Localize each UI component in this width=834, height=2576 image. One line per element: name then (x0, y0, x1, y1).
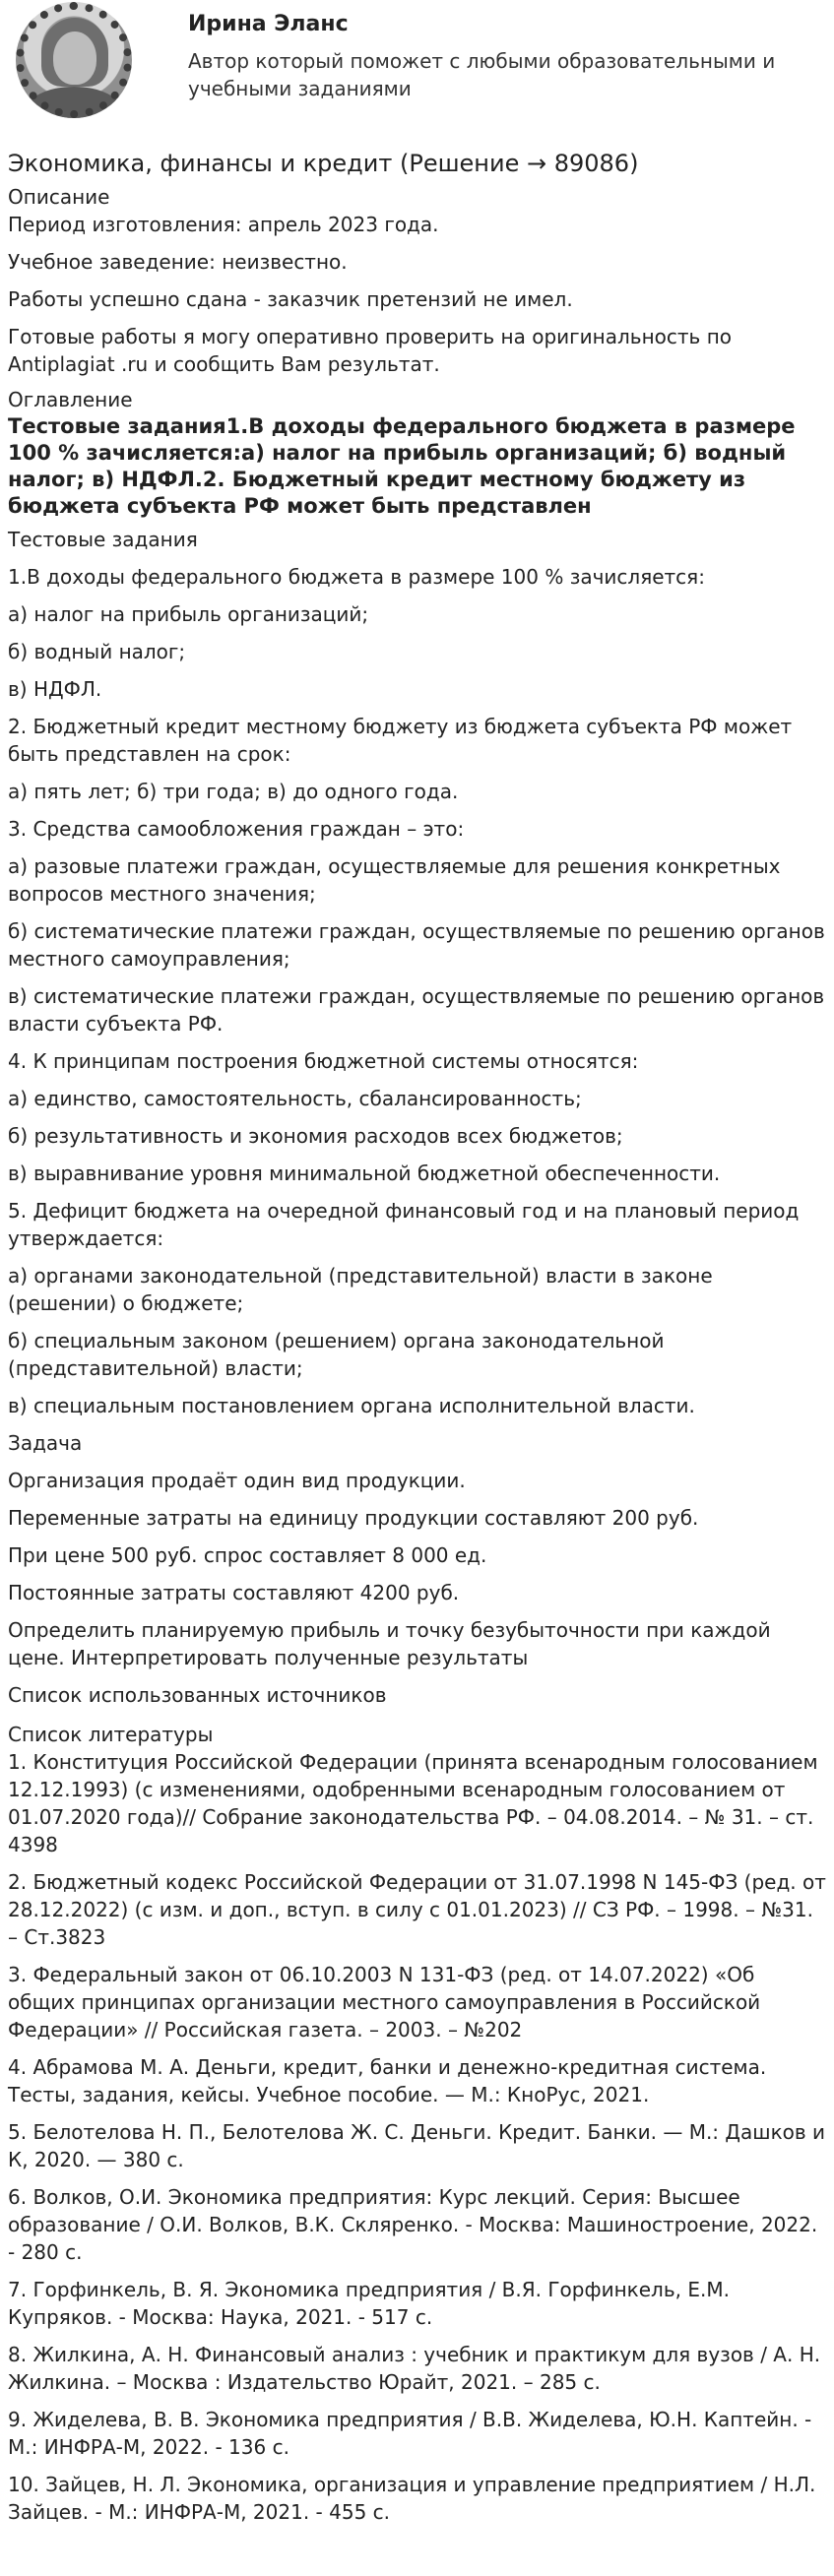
literature-item: 2. Бюджетный кодекс Российской Федерации от 31.07.1998 N 145-ФЗ (ред. от 28.12.2022) (с изм. и доп., вступ. в силу с 01.01.2023) // СЗ РФ. – 1998. – №31. – Ст.3823 (8, 1870, 826, 1949)
literature-item: 8. Жилкина, А. Н. Финансовый анализ : учебник и практикум для вузов / А. Н. Жилкина. – Москва : Издательство Юрайт, 2021. – 285 с. (8, 2343, 821, 2394)
content-line: в) НДФЛ. (8, 677, 102, 701)
literature-item: 3. Федеральный закон от 06.10.2003 N 131-ФЗ (ред. от 14.07.2022) «Об общих принципах организации местного самоуправления в Российской Федерации» // Российская газета. – 2003. – №202 (8, 1963, 761, 2042)
literature-item: 4. Абрамова М. А. Деньги, кредит, банки и денежно-кредитная система. Тесты, задания, кейсы. Учебное пособие. — М.: КноРус, 2021. (8, 2055, 767, 2106)
literature-item: 1. Конституция Российской Федерации (принята всенародным голосованием 12.12.1993) (с изменениями, одобренными всенародным голосованием от 01.07.2020 года)// Собрание законодательства РФ. – 04.08.2014. – № 31. – ст. 4398 (8, 1750, 818, 1856)
author-description: Автор который поможет с любыми образовательными и учебными заданиями (188, 49, 776, 100)
author-card (8, 0, 826, 138)
page-title: Экономика, финансы и кредит (Решение → 89086) (8, 150, 639, 177)
content-line: 3. Средства самообложения граждан – это: (8, 817, 465, 841)
content-section (8, 526, 826, 1709)
content-line: в) выравнивание уровня минимальной бюджетной обеспеченности. (8, 1162, 721, 1185)
content-line: При цене 500 руб. спрос составляет 8 000 ед. (8, 1543, 487, 1567)
literature-item: 10. Зайцев, Н. Л. Экономика, организация и управление предприятием / Н.Л. Зайцев. - М.: ИНФРА-М, 2021. - 455 с. (8, 2473, 816, 2524)
description-line: Готовые работы я могу оперативно проверить на оригинальность по Antiplagiat .ru и сообщить Вам результат. (8, 325, 732, 376)
content-line: б) систематические платежи граждан, осуществляемые по решению органов местного самоуправления; (8, 919, 825, 971)
description-line: Период изготовления: апрель 2023 года. (8, 213, 439, 236)
literature-label: Список литературы (8, 1723, 214, 1746)
content-line: Список использованных источников (8, 1683, 387, 1707)
description-line: Учебное заведение: неизвестно. (8, 250, 348, 274)
content-line: Определить планируемую прибыль и точку безубыточности при каждой цене. Интерпретировать полученные результаты (8, 1618, 771, 1669)
toc-title: Тестовые задания1.В доходы федерального бюджета в размере 100 % зачисляется:а) налог на прибыль организаций; б) водный налог; в) НДФЛ.2. Бюджетный кредит местному бюджету из бюджета субъекта РФ может быть представлен (8, 414, 796, 518)
content-line: б) водный налог; (8, 640, 186, 663)
literature-item: 9. Жиделева, В. В. Экономика предприятия / В.В. Жиделева, Ю.Н. Каптейн. - М.: ИНФРА-М, 2022. - 136 с. (8, 2408, 812, 2459)
content-line: а) органами законодательной (представительной) власти в законе (решении) о бюджете; (8, 1264, 713, 1315)
content-line: б) результативность и экономия расходов всех бюджетов; (8, 1124, 623, 1148)
content-line: а) единство, самостоятельность, сбалансированность; (8, 1087, 582, 1110)
content-line: Тестовые задания (8, 528, 198, 551)
literature-item: 5. Белотелова Н. П., Белотелова Ж. С. Деньги. Кредит. Банки. — М.: Дашков и К, 2020. — 380 с. (8, 2120, 826, 2171)
content-line: 5. Дефицит бюджета на очередной финансовый год и на плановый период утверждается: (8, 1199, 800, 1250)
content-line: в) систематические платежи граждан, осуществляемые по решению органов власти субъекта РФ. (8, 984, 825, 1036)
content-line: Организация продаёт один вид продукции. (8, 1469, 466, 1492)
author-name[interactable]: Ирина Эланс (188, 12, 349, 36)
description-label: Описание (8, 185, 110, 209)
content-line: Задача (8, 1431, 83, 1455)
author-avatar[interactable] (16, 2, 132, 118)
description-line: Работы успешно сдана - заказчик претензий не имел. (8, 287, 573, 311)
content-line: Постоянные затраты составляют 4200 руб. (8, 1581, 460, 1604)
content-line: 1.В доходы федерального бюджета в размере 100 % зачисляется: (8, 565, 705, 589)
content-line: б) специальным законом (решением) органа законодательной (представительной) власти; (8, 1329, 665, 1380)
content-line: а) пять лет; б) три года; в) до одного года. (8, 780, 459, 803)
content-line: а) налог на прибыль организаций; (8, 602, 369, 626)
content-line: в) специальным постановлением органа исполнительной власти. (8, 1394, 695, 1417)
literature-item: 7. Горфинкель, В. Я. Экономика предприятия / В.Я. Горфинкель, Е.М. Купряков. - Москва: Наука, 2021. - 517 с. (8, 2278, 730, 2329)
toc-label: Оглавление (8, 388, 133, 411)
content-line: 4. К принципам построения бюджетной системы относятся: (8, 1049, 639, 1073)
content-line: 2. Бюджетный кредит местному бюджету из бюджета субъекта РФ может быть представлен на срок: (8, 715, 793, 766)
literature-item: 6. Волков, О.И. Экономика предприятия: Курс лекций. Серия: Высшее образование / О.И. Волков, В.К. Скляренко. - Москва: Машиностроение, 2022. - 280 с. (8, 2185, 818, 2264)
content-line: а) разовые платежи граждан, осуществляемые для решения конкретных вопросов местного значения; (8, 854, 781, 906)
content-line: Переменные затраты на единицу продукции составляют 200 руб. (8, 1506, 699, 1530)
